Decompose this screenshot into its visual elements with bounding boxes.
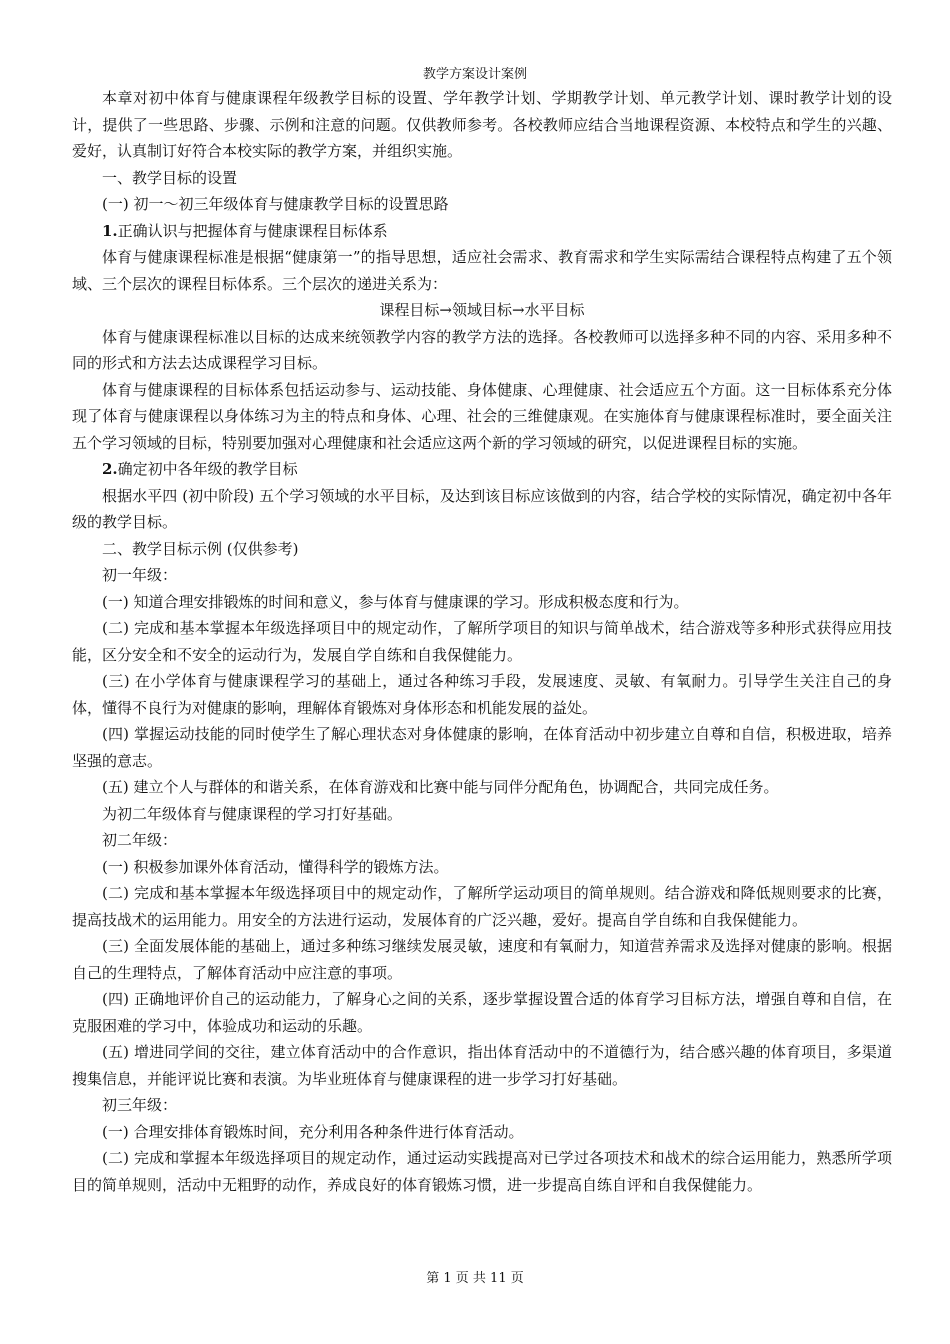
paragraph-standard: 体育与健康课程标准是根据“健康第一”的指导思想，适应社会需求、教育需求和学生实际需结合课程特点构建了五个领域、三个层次的课程目标体系。三个层次的递进关系为：	[72, 248, 892, 293]
grade1-item: (四) 掌握运动技能的同时使学生了解心理状态对身体健康的影响，在体育活动中初步建立自尊和自信，积极进取，培养坚强的意志。	[72, 725, 892, 770]
section-heading-1: 一、教学目标的设置	[102, 168, 238, 187]
paragraph-level-four: 根据水平四 (初中阶段) 五个学习领域的水平目标，及达到该目标应该做到的内容，结合学校的实际情况，确定初中各年级的教学目标。	[72, 486, 892, 531]
section-heading-2: 二、教学目标示例 (仅供参考)	[102, 539, 299, 558]
grade2-item: (一) 积极参加课外体育活动，懂得科学的锻炼方法。	[102, 857, 449, 876]
grade1-heading: 初一年级：	[102, 566, 178, 584]
point-number-2: 2.	[102, 460, 118, 478]
document-title: 教学方案设计案例	[422, 67, 527, 82]
grade1-item: (三) 在小学体育与健康课程学习的基础上，通过各种练习手段，发展速度、灵敏、有氧耐力。引导学生关注自己的身体，懂得不良行为对健康的影响，理解体育锻炼对身体形态和机能发展的益处。	[72, 672, 892, 717]
grade3-item: (一) 合理安排体育锻炼时间，充分利用各种条件进行体育活动。	[102, 1122, 524, 1141]
page-footer: 第 1 页 共 11 页	[426, 1271, 524, 1286]
intro-paragraph: 本章对初中体育与健康课程年级教学目标的设置、学年教学计划、学期教学计划、单元教学计划、课时教学计划的设计，提供了一些思路、步骤、示例和注意的问题。仅供教师参考。各校教师应结合当地课程资源、本校特点和学生的兴趣、爱好，认真制订好符合本校实际的教学方案，并组织实施。	[72, 89, 892, 160]
grade2-item: (五) 增进同学间的交往，建立体育活动中的合作意识，指出体育活动中的不道德行为，结合感兴趣的体育项目，多渠道搜集信息，并能评说比赛和表演。为毕业班体育与健康课程的进一步学习打好基础。	[72, 1043, 892, 1088]
grade2-item: (四) 正确地评价自己的运动能力，了解身心之间的关系，逐步掌握设置合适的体育学习目标方法，增强自尊和自信，在克服困难的学习中，体验成功和运动的乐趣。	[72, 990, 892, 1035]
grade2-item: (三) 全面发展体能的基础上，通过多种练习继续发展灵敏，速度和有氧耐力，知道营养需求及选择对健康的影响。根据自己的生理特点，了解体育活动中应注意的事项。	[72, 937, 892, 982]
paragraph-goal-system: 体育与健康课程的目标体系包括运动参与、运动技能、身体健康、心理健康、社会适应五个方面。这一目标体系充分体现了体育与健康课程以身体练习为主的特点和身体、心理、社会的三维健康观。在实施体育与健康课程标准时，要全面关注五个学习领域的目标，特别要加强对心理健康和社会适应这两个新的学习领域的研究，以促进课程目标的实施。	[72, 380, 892, 452]
grade1-item: (五) 建立个人与群体的和谐关系，在体育游戏和比赛中能与同伴分配角色，协调配合，共同完成任务。	[102, 778, 779, 796]
point-heading-1	[72, 218, 892, 245]
grade2-item: (二) 完成和基本掌握本年级选择项目中的规定动作，了解所学运动项目的简单规则。结合游戏和降低规则要求的比赛，提高技战术的运用能力。用安全的方法进行运动，发展体育的广泛兴趣，爱好。提高自学自练和自我保健能力。	[72, 884, 892, 929]
goal-hierarchy-formula: 课程目标→领域目标→水平目标	[379, 301, 585, 319]
paragraph-goal-attainment: 体育与健康课程标准以目标的达成来统领教学内容的教学方法的选择。各校教师可以选择多种不同的内容、采用多种不同的形式和方法去达成课程学习目标。	[72, 327, 892, 372]
point-heading-2	[72, 456, 892, 483]
grade2-heading: 初二年级：	[102, 831, 178, 849]
grade3-heading: 初三年级：	[102, 1096, 178, 1114]
grade1-item: (一) 知道合理安排锻炼的时间和意义，参与体育与健康课的学习。形成积极态度和行为。	[102, 592, 689, 611]
grade1-item: 为初二年级体育与健康课程的学习打好基础。	[102, 804, 403, 823]
document-body	[72, 85, 892, 1198]
point-text-2: 确定初中各年级的教学目标	[117, 460, 298, 478]
point-text-1: 正确认识与把握体育与健康课程目标体系	[117, 221, 388, 240]
grade3-item: (二) 完成和掌握本年级选择项目的规定动作，通过运动实践提高对已学过各项技术和战术的综合运用能力，熟悉所学项目的简单规则，活动中无粗野的动作，养成良好的体育锻炼习惯，进一步提高自练自评和自我保健能力。	[72, 1149, 892, 1194]
grade1-item: (二) 完成和基本掌握本年级选择项目中的规定动作，了解所学项目的知识与简单战术，结合游戏等多种形式获得应用技能，区分安全和不安全的运动行为，发展自学自练和自我保健能力。	[72, 619, 892, 664]
point-number-1: 1.	[102, 221, 118, 240]
subsection-heading-1: (一) 初一～初三年级体育与健康教学目标的设置思路	[102, 195, 449, 213]
